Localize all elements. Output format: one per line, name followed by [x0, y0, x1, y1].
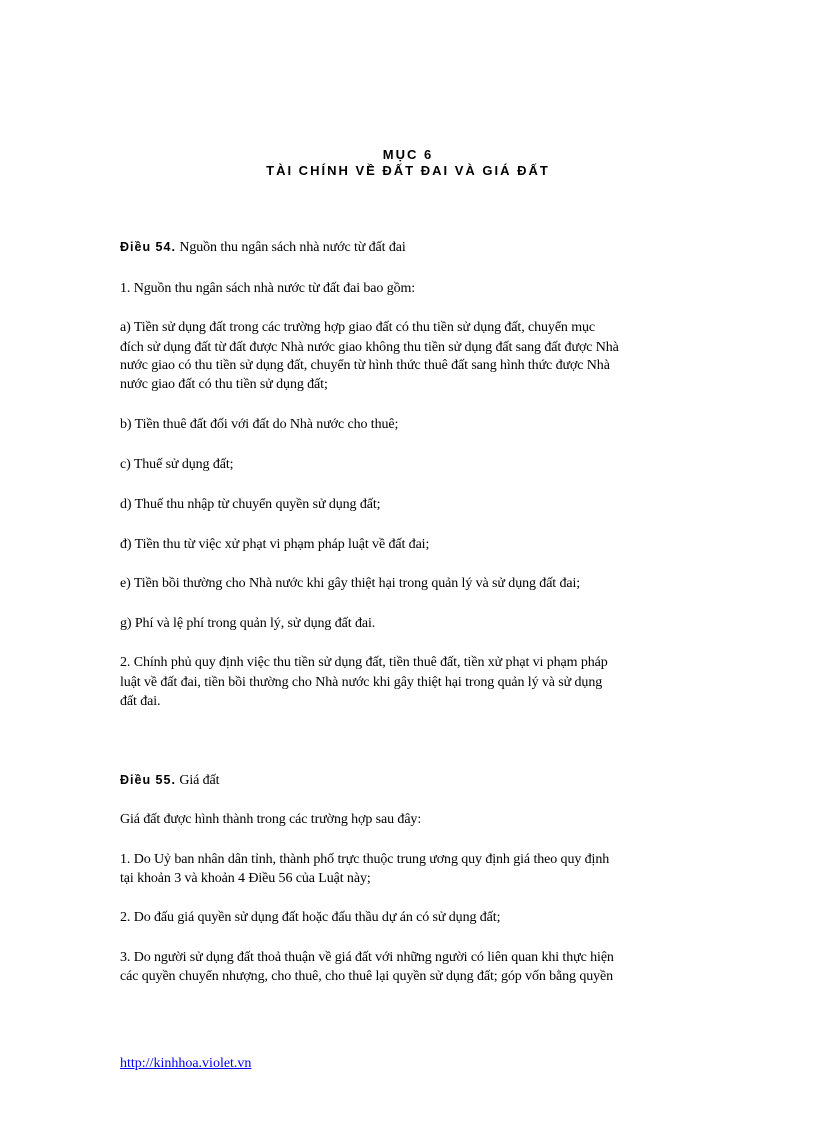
footer-website-link[interactable]: http://kinhhoa.violet.vn	[120, 1056, 252, 1071]
article-54-item-a-line-3: nước giao có thu tiền sử dụng đất, chuyển từ hình thức thuê đất sang hình thức được Nhà	[120, 358, 610, 373]
article-54-item-a-line-4: nước giao đất có thu tiền sử dụng đất;	[120, 377, 328, 392]
article-54-item-a-line-1: a) Tiền sử dụng đất trong các trường hợp giao đất có thu tiền sử dụng đất, chuyển mục	[120, 320, 596, 335]
article-55-intro: Giá đất được hình thành trong các trường hợp sau đây:	[120, 812, 422, 827]
article-54-item-g: g) Phí và lệ phí trong quản lý, sử dụng đất đai.	[120, 616, 376, 631]
article-54-item-c: c) Thuế sử dụng đất;	[120, 457, 234, 472]
article-54-heading	[120, 237, 700, 258]
article-54-item-dd: đ) Tiền thu từ việc xử phạt vi phạm pháp luật về đất đai;	[120, 537, 430, 552]
article-54-clause-2-line-2: luật về đất đai, tiền bồi thường cho Nhà nước khi gây thiệt hại trong quản lý và sử dụng	[120, 675, 603, 690]
article-55-clause-2: 2. Do đấu giá quyền sử dụng đất hoặc đấu thầu dự án có sử dụng đất;	[120, 910, 501, 925]
article-55-clause-3-line-1: 3. Do người sử dụng đất thoả thuận về giá đất với những người có liên quan khi thực hiện	[120, 950, 614, 965]
section-title: TÀI CHÍNH VỀ ĐẤT ĐAI VÀ GIÁ ĐẤT	[266, 163, 550, 178]
article-55-title: Giá đất	[179, 773, 220, 788]
article-54-item-b: b) Tiền thuê đất đối với đất do Nhà nước cho thuê;	[120, 417, 399, 432]
article-55-clause-1-line-1: 1. Do Uỷ ban nhân dân tỉnh, thành phố trực thuộc trung ương quy định giá theo quy định	[120, 852, 610, 867]
article-55-number: Điều 55.	[120, 773, 176, 787]
article-54-clause-1-intro: 1. Nguồn thu ngân sách nhà nước từ đất đai bao gồm:	[120, 281, 416, 296]
article-54-clause-2-line-1: 2. Chính phủ quy định việc thu tiền sử dụng đất, tiền thuê đất, tiền xử phạt vi phạm pháp	[120, 655, 608, 670]
article-54-number: Điều 54.	[120, 240, 176, 254]
article-55-clause-1-line-2: tại khoản 3 và khoản 4 Điều 56 của Luật này;	[120, 871, 371, 886]
section-label: MỤC 6	[382, 147, 434, 162]
article-54-title: Nguồn thu ngân sách nhà nước từ đất đai	[179, 240, 406, 255]
article-55-heading	[120, 770, 700, 791]
article-54-clause-2-line-3: đất đai.	[120, 694, 161, 709]
article-54-item-a-line-2: đích sử dụng đất từ đất được Nhà nước giao không thu tiền sử dụng đất sang đất được Nhà	[120, 340, 619, 355]
article-55-clause-3-line-2: các quyền chuyển nhượng, cho thuê, cho thuê lại quyền sử dụng đất; góp vốn bằng quyền	[120, 969, 614, 984]
article-54-item-d: d) Thuế thu nhập từ chuyển quyền sử dụng đất;	[120, 497, 381, 512]
article-54-item-e: e) Tiền bồi thường cho Nhà nước khi gây thiệt hại trong quản lý và sử dụng đất đai;	[120, 576, 581, 591]
